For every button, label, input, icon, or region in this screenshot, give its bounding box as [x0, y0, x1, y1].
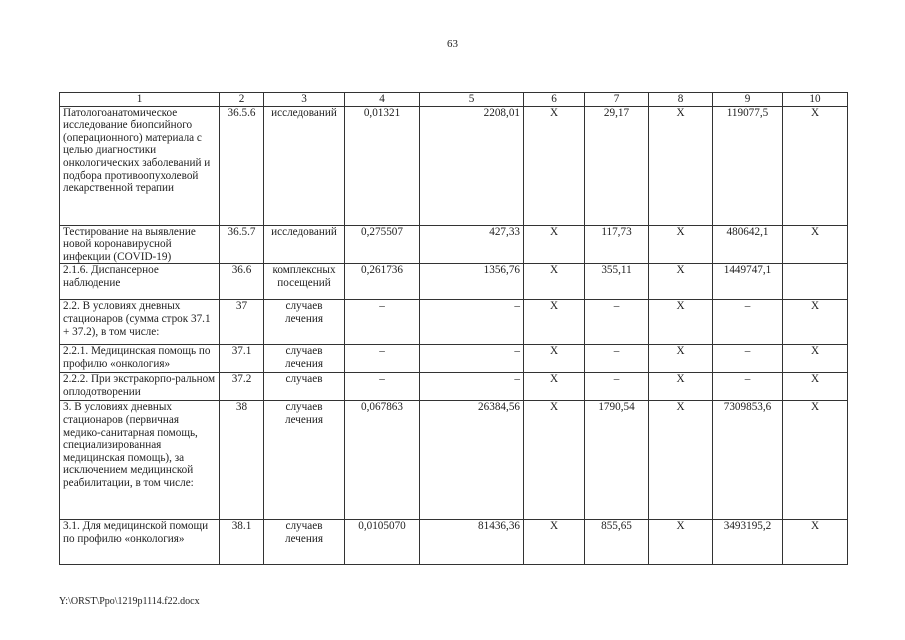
- table-cell-col-1: 2.1.6. Диспансерное наблюдение: [60, 264, 220, 300]
- table-cell-col-8: X: [649, 225, 713, 264]
- table-cell-col-6: X: [524, 106, 585, 225]
- page-number: 63: [447, 38, 458, 50]
- column-header-2: 2: [220, 93, 264, 107]
- table-cell-col-9: –: [713, 373, 783, 401]
- table-cell-col-6: X: [524, 520, 585, 565]
- table-cell-col-9: –: [713, 345, 783, 373]
- table-cell-col-8: X: [649, 264, 713, 300]
- table-row: [60, 373, 848, 401]
- file-path-footer: Y:\ORST\Ppo\1219p1114.f22.docx: [59, 596, 200, 607]
- table-row: [60, 401, 848, 520]
- table-cell-col-6: X: [524, 264, 585, 300]
- table-cell-col-9: 480642,1: [713, 225, 783, 264]
- table-cell-col-7: 29,17: [585, 106, 649, 225]
- column-header-3: 3: [264, 93, 345, 107]
- column-header-5: 5: [420, 93, 524, 107]
- table-row: [60, 520, 848, 565]
- table-cell-col-3: случаев лечения: [264, 401, 345, 520]
- table-cell-col-3: комплексных посещений: [264, 264, 345, 300]
- table-cell-col-5: –: [420, 300, 524, 345]
- table-row: [60, 300, 848, 345]
- table-cell-col-1: 2.2.2. При экстракорпо-ральном оплодотворении: [60, 373, 220, 401]
- column-header-4: 4: [345, 93, 420, 107]
- table-cell-col-8: X: [649, 300, 713, 345]
- table-cell-col-10: X: [783, 300, 848, 345]
- table-cell-col-6: X: [524, 300, 585, 345]
- column-header-10: 10: [783, 93, 848, 107]
- column-header-8: 8: [649, 93, 713, 107]
- table-cell-col-3: случаев лечения: [264, 300, 345, 345]
- table-cell-col-6: X: [524, 401, 585, 520]
- table-cell-col-5: –: [420, 345, 524, 373]
- table-cell-col-9: 3493195,2: [713, 520, 783, 565]
- table-cell-col-4: 0,261736: [345, 264, 420, 300]
- column-header-7: 7: [585, 93, 649, 107]
- table-cell-col-4: 0,275507: [345, 225, 420, 264]
- table-row: [60, 225, 848, 264]
- table-row: [60, 345, 848, 373]
- table-cell-col-8: X: [649, 520, 713, 565]
- table-cell-col-7: 117,73: [585, 225, 649, 264]
- table-header-row: [60, 93, 848, 107]
- table-cell-col-4: 0,01321: [345, 106, 420, 225]
- table-cell-col-1: Тестирование на выявление новой коронавирусной инфекции (COVID-19): [60, 225, 220, 264]
- column-header-9: 9: [713, 93, 783, 107]
- table-cell-col-8: X: [649, 106, 713, 225]
- table-cell-col-7: –: [585, 373, 649, 401]
- table-cell-col-2: 37: [220, 300, 264, 345]
- table-cell-col-5: 26384,56: [420, 401, 524, 520]
- table-row: [60, 106, 848, 225]
- table-cell-col-2: 36.5.7: [220, 225, 264, 264]
- table-cell-col-9: 1449747,1: [713, 264, 783, 300]
- table-cell-col-10: X: [783, 106, 848, 225]
- table-cell-col-6: X: [524, 345, 585, 373]
- table-cell-col-10: X: [783, 520, 848, 565]
- table-cell-col-6: X: [524, 225, 585, 264]
- table-cell-col-2: 36.5.6: [220, 106, 264, 225]
- table-cell-col-1: Патологоанатомическое исследование биопсийного (операционного) материала с целью диагностики онкологических заболеваний и подбора противоопухолевой лекарственной терапии: [60, 106, 220, 225]
- table-cell-col-2: 37.2: [220, 373, 264, 401]
- table-cell-col-5: 1356,76: [420, 264, 524, 300]
- column-header-6: 6: [524, 93, 585, 107]
- table-cell-col-1: 2.2. В условиях дневных стационаров (сумма строк 37.1 + 37.2), в том числе:: [60, 300, 220, 345]
- table-row: [60, 264, 848, 300]
- table-cell-col-10: X: [783, 225, 848, 264]
- table-cell-col-3: случаев: [264, 373, 345, 401]
- table-cell-col-2: 38: [220, 401, 264, 520]
- table-cell-col-4: –: [345, 300, 420, 345]
- table-cell-col-2: 36.6: [220, 264, 264, 300]
- table-cell-col-10: X: [783, 345, 848, 373]
- table-cell-col-7: 1790,54: [585, 401, 649, 520]
- table-cell-col-3: исследований: [264, 225, 345, 264]
- table-cell-col-4: –: [345, 345, 420, 373]
- table-cell-col-10: [783, 264, 848, 300]
- table-cell-col-9: 7309853,6: [713, 401, 783, 520]
- table-cell-col-1: 3. В условиях дневных стационаров (первичная медико-санитарная помощь, специализированная медицинская помощь), за исключением медицинской реабилитации, в том числе:: [60, 401, 220, 520]
- table-cell-col-4: 0,067863: [345, 401, 420, 520]
- table-cell-col-5: –: [420, 373, 524, 401]
- table-cell-col-10: X: [783, 401, 848, 520]
- table-cell-col-3: исследований: [264, 106, 345, 225]
- table-cell-col-10: X: [783, 373, 848, 401]
- table-cell-col-8: X: [649, 401, 713, 520]
- table-cell-col-9: 119077,5: [713, 106, 783, 225]
- table-cell-col-7: –: [585, 345, 649, 373]
- table-cell-col-5: 2208,01: [420, 106, 524, 225]
- table-cell-col-4: 0,0105070: [345, 520, 420, 565]
- table-cell-col-1: 3.1. Для медицинской помощи по профилю «онкология»: [60, 520, 220, 565]
- table-cell-col-5: 427,33: [420, 225, 524, 264]
- table-cell-col-5: 81436,36: [420, 520, 524, 565]
- table-cell-col-6: X: [524, 373, 585, 401]
- table-cell-col-7: 355,11: [585, 264, 649, 300]
- table-cell-col-8: X: [649, 373, 713, 401]
- table-cell-col-2: 37.1: [220, 345, 264, 373]
- table-cell-col-3: случаев лечения: [264, 520, 345, 565]
- table-cell-col-8: X: [649, 345, 713, 373]
- data-table: [59, 92, 848, 565]
- column-header-1: 1: [60, 93, 220, 107]
- table-cell-col-9: –: [713, 300, 783, 345]
- table-cell-col-2: 38.1: [220, 520, 264, 565]
- table-cell-col-4: –: [345, 373, 420, 401]
- table-cell-col-7: –: [585, 300, 649, 345]
- table-cell-col-7: 855,65: [585, 520, 649, 565]
- table-cell-col-3: случаев лечения: [264, 345, 345, 373]
- table-cell-col-1: 2.2.1. Медицинская помощь по профилю «онкология»: [60, 345, 220, 373]
